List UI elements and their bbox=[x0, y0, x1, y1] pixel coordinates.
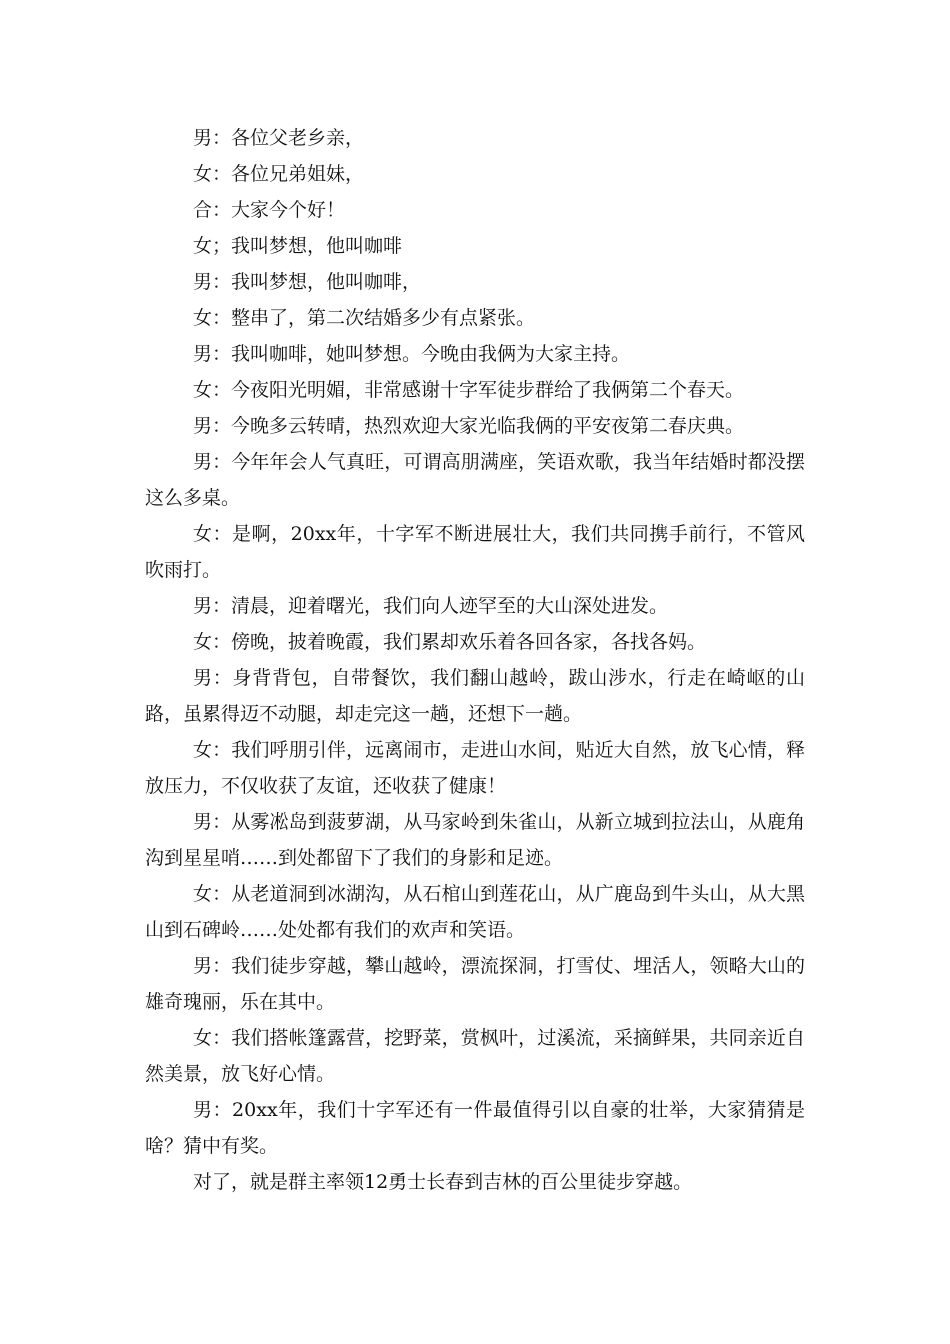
paragraph: 女：今夜阳光明媚，非常感谢十字军徒步群给了我俩第二个春天。 bbox=[193, 379, 745, 401]
paragraph: 男：我叫梦想，他叫咖啡， bbox=[193, 271, 422, 293]
paragraph: 对了，就是群主率领12勇士长春到吉林的百公里徒步穿越。 bbox=[193, 1171, 693, 1193]
paragraph: 女：从老道洞到冰湖沟，从石棺山到莲花山，从广鹿岛到牛头山，从大黑山到石碑岭……处处都有我们的欢声和笑语。 bbox=[145, 883, 805, 941]
paragraph: 合：大家今个好！ bbox=[193, 199, 346, 221]
paragraph: 男：我叫咖啡，她叫梦想。今晚由我俩为大家主持。 bbox=[193, 343, 631, 365]
paragraph: 女：各位兄弟姐妹， bbox=[193, 163, 365, 185]
paragraph: 男：各位父老乡亲， bbox=[193, 127, 365, 149]
paragraph: 女：是啊，20xx年，十字军不断进展壮大，我们共同携手前行，不管风吹雨打。 bbox=[145, 523, 805, 581]
paragraph: 女：我们搭帐篷露营，挖野菜，赏枫叶，过溪流，采摘鲜果，共同亲近自然美景，放飞好心情。 bbox=[145, 1027, 805, 1085]
paragraph: 男：从雾凇岛到菠萝湖，从马家岭到朱雀山，从新立城到拉法山，从鹿角沟到星星哨……到处都留下了我们的身影和足迹。 bbox=[145, 811, 805, 869]
paragraph: 男：今晚多云转晴，热烈欢迎大家光临我俩的平安夜第二春庆典。 bbox=[193, 415, 745, 437]
paragraph: 男：身背背包，自带餐饮，我们翻山越岭，跋山涉水，行走在崎岖的山路，虽累得迈不动腿，却走完这一趟，还想下一趟。 bbox=[145, 667, 805, 725]
paragraph: 男：20xx年，我们十字军还有一件最值得引以自豪的壮举，大家猜猜是啥？猜中有奖。 bbox=[145, 1099, 805, 1157]
paragraph: 男：清晨，迎着曙光，我们向人迹罕至的大山深处进发。 bbox=[193, 595, 669, 617]
paragraph: 女；我叫梦想，他叫咖啡 bbox=[193, 235, 403, 257]
paragraph: 女：傍晚，披着晚霞，我们累却欢乐着各回各家，各找各妈。 bbox=[193, 631, 707, 653]
paragraph: 男：今年年会人气真旺，可谓高朋满座，笑语欢歌，我当年结婚时都没摆这么多桌。 bbox=[145, 451, 805, 509]
document-body bbox=[145, 120, 805, 1200]
paragraph: 女：整串了，第二次结婚多少有点紧张。 bbox=[193, 307, 536, 329]
paragraph: 男：我们徒步穿越，攀山越岭，漂流探洞，打雪仗、埋活人，领略大山的雄奇瑰丽，乐在其中。 bbox=[145, 955, 805, 1013]
paragraph: 女：我们呼朋引伴，远离闹市，走进山水间，贴近大自然，放飞心情，释放压力，不仅收获了友谊，还收获了健康！ bbox=[145, 739, 805, 797]
